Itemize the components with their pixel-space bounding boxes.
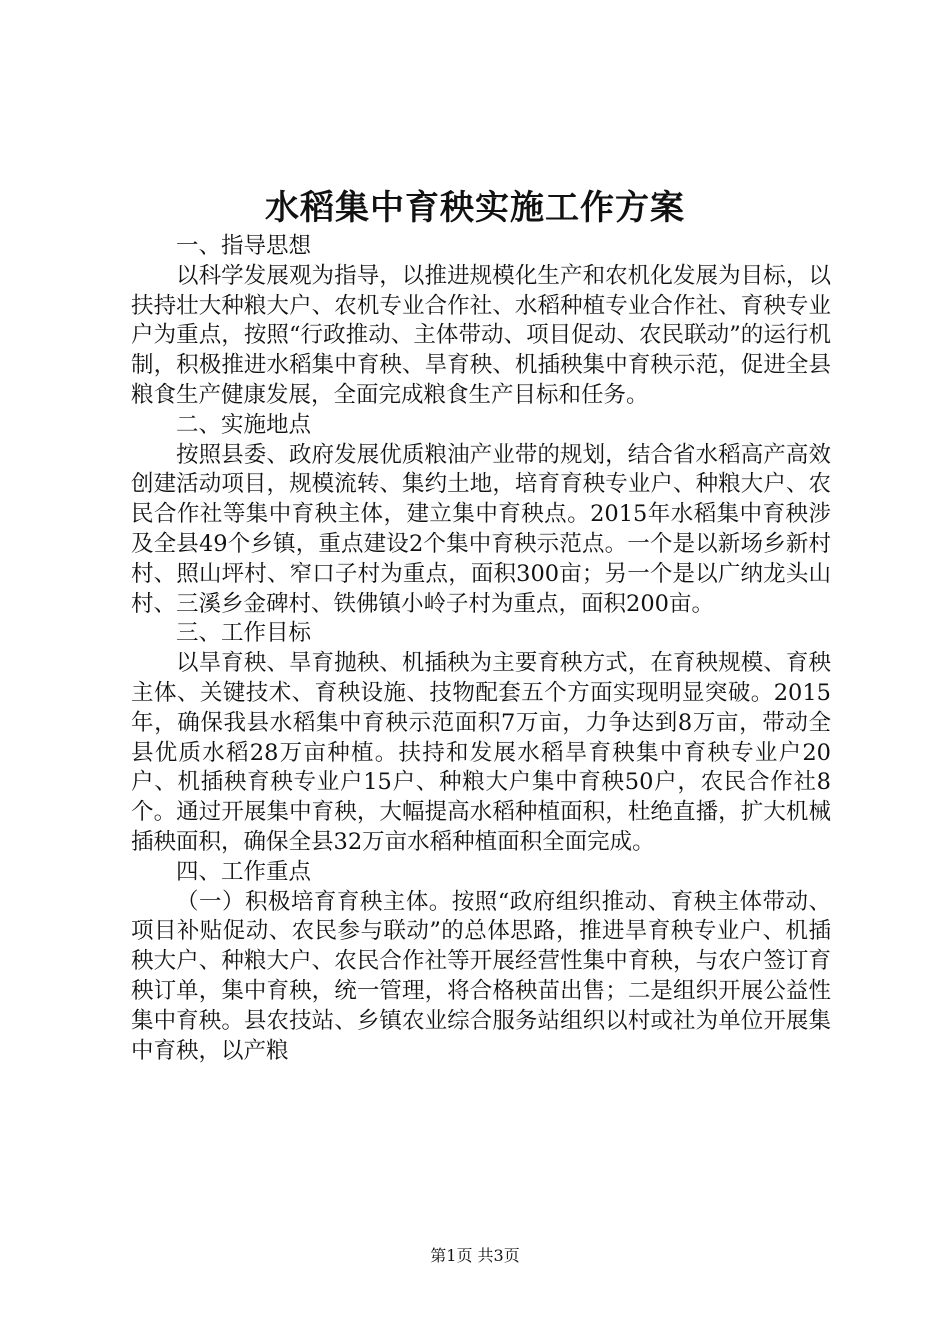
section-heading-goals: 三、工作目标 [176, 620, 312, 647]
document-title: 水稻集中育秧实施工作方案 [265, 188, 685, 228]
section-heading-key-work: 四、工作重点 [176, 858, 312, 885]
page-number: 第1页 共3页 [430, 1246, 520, 1265]
section-heading-location: 二、实施地点 [176, 411, 312, 438]
paragraph-key-work-1: （一）积极培育育秧主体。按照“政府组织推动、育秧主体带动、项目补贴促动、农民参与联动”的总体思路，推进旱育秧专业户、机插秧大户、种粮大户、农民合作社等开展经营性集中育秧，与农户签订育秧订单，集中育秧，统一管理，将合格秧苗出售；二是组织开展公益性集中育秧。县农技站、乡镇农业综合服务站组织以村或社为单位开展集中育秧，以产粮 [131, 888, 831, 1064]
section-heading-guiding-ideology: 一、指导思想 [176, 233, 312, 259]
document-body [131, 232, 831, 1066]
paragraph-guiding-ideology: 以科学发展观为指导，以推进规模化生产和农机化发展为目标，以扶持壮大种粮大户、农机专业合作社、水稻种植专业合作社、育秧专业户为重点，按照“行政推动、主体带动、项目促动、农民联动”的运行机制，积极推进水稻集中育秧、旱育秧、机插秧集中育秧示范，促进全县粮食生产健康发展，全面完成粮食生产目标和任务。 [131, 262, 831, 408]
paragraph-location: 按照县委、政府发展优质粮油产业带的规划，结合省水稻高产高效创建活动项目，规模流转、集约土地，培育育秧专业户、种粮大户、农民合作社等集中育秧主体，建立集中育秧点。2015年水稻集中育秧涉及全县49个乡镇，重点建设2个集中育秧示范点。一个是以新场乡新村村、照山坪村、窄口子村为重点，面积300亩；另一个是以广纳龙头山村、三溪乡金碑村、铁佛镇小岭子村为重点，面积200亩。 [131, 441, 831, 617]
paragraph-goals: 以旱育秧、旱育抛秧、机插秧为主要育秧方式，在育秧规模、育秧主体、关键技术、育秧设施、技物配套五个方面实现明显突破。2015年，确保我县水稻集中育秧示范面积7万亩，力争达到8万亩，带动全县优质水稻28万亩种植。扶持和发展水稻旱育秧集中育秧专业户20户、机插秧育秧专业户15户、种粮大户集中育秧50户，农民合作社8个。通过开展集中育秧，大幅提高水稻种植面积，杜绝直播，扩大机械插秧面积，确保全县32万亩水稻种植面积全面完成。 [131, 650, 831, 855]
